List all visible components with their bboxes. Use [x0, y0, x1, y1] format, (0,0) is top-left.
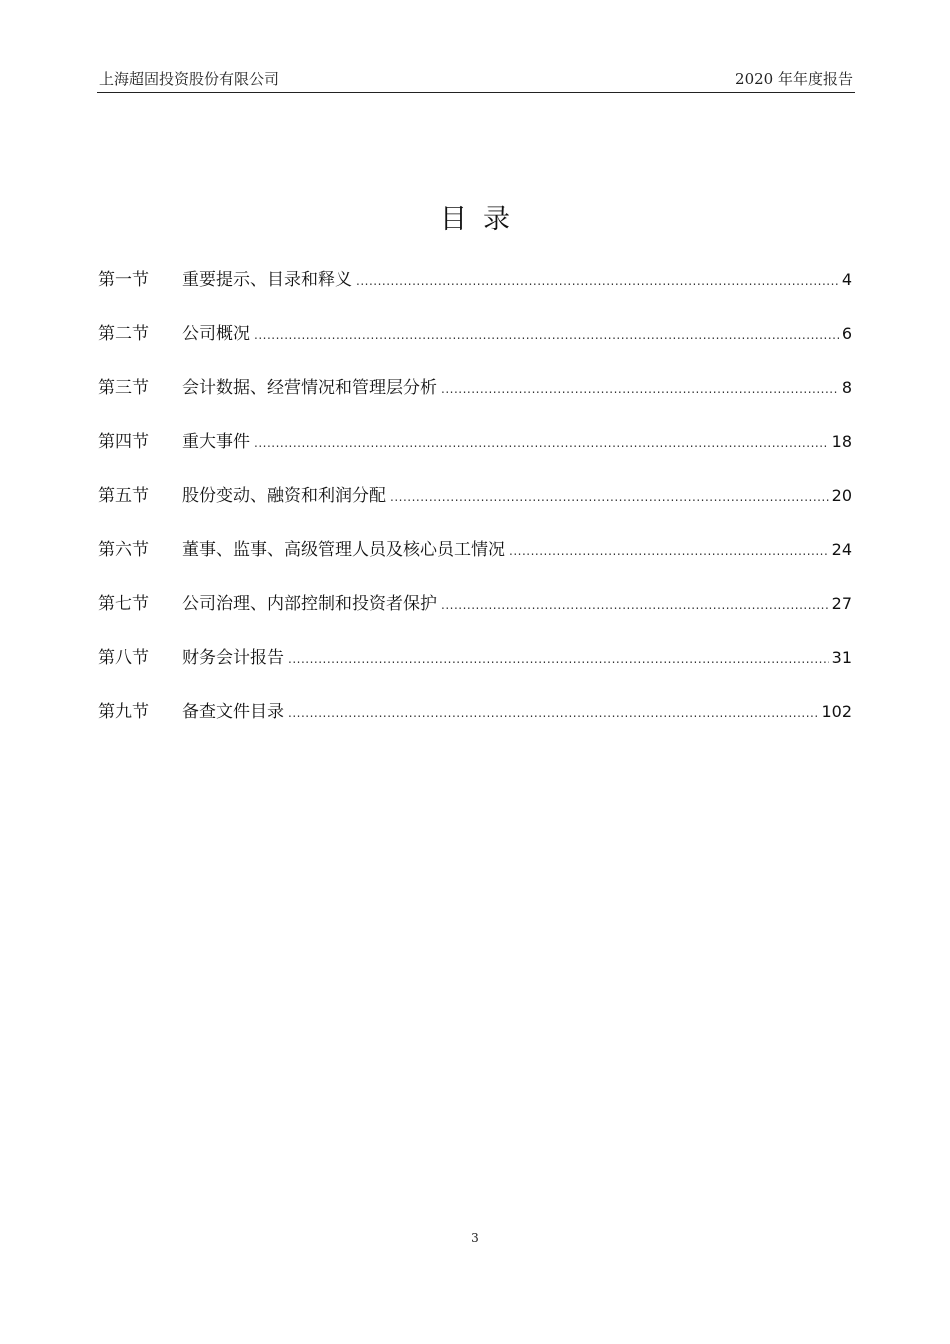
- toc-dot-leader: [441, 374, 839, 404]
- toc-section-title: 重要提示、目录和释义: [182, 270, 352, 290]
- toc-entry[interactable]: [98, 589, 852, 643]
- toc-page-number: 18: [831, 432, 852, 451]
- toc-dot-leader: [509, 536, 829, 566]
- toc-section-title: 股份变动、融资和利润分配: [182, 486, 386, 506]
- toc-section-number: 第一节: [98, 270, 149, 290]
- page-header: [97, 64, 855, 93]
- table-of-contents: [98, 265, 852, 751]
- header-company-name: 上海超固投资股份有限公司: [99, 70, 280, 88]
- toc-section-title: 公司治理、内部控制和投资者保护: [182, 594, 437, 614]
- toc-title: 目录: [440, 204, 526, 235]
- toc-section-number: 第二节: [98, 324, 149, 344]
- toc-entry[interactable]: [98, 697, 852, 751]
- toc-section-number: 第八节: [98, 648, 149, 668]
- page-number: 3: [471, 1231, 479, 1245]
- toc-page-number: 8: [841, 378, 852, 397]
- toc-entry[interactable]: [98, 427, 852, 481]
- toc-entry[interactable]: [98, 643, 852, 697]
- toc-page-number: 6: [841, 324, 852, 343]
- toc-dot-leader: [356, 266, 839, 296]
- toc-section-title: 会计数据、经营情况和管理层分析: [182, 378, 437, 398]
- toc-section-title: 财务会计报告: [182, 648, 284, 668]
- toc-dot-leader: [288, 698, 818, 728]
- toc-entry[interactable]: [98, 535, 852, 589]
- toc-page-number: 102: [821, 702, 852, 721]
- header-report-title: 2020 年年度报告: [735, 70, 853, 88]
- toc-page-number: 24: [831, 540, 852, 559]
- toc-section-number: 第五节: [98, 486, 149, 506]
- toc-section-number: 第七节: [98, 594, 149, 614]
- toc-dot-leader: [441, 590, 829, 620]
- toc-entry[interactable]: [98, 481, 852, 535]
- toc-section-number: 第四节: [98, 432, 149, 452]
- toc-page-number: 20: [831, 486, 852, 505]
- toc-section-title: 备查文件目录: [182, 702, 284, 722]
- toc-dot-leader: [288, 644, 829, 674]
- toc-section-title: 重大事件: [182, 432, 250, 452]
- toc-page-number: 27: [831, 594, 852, 613]
- toc-entry[interactable]: [98, 373, 852, 427]
- toc-dot-leader: [254, 428, 829, 458]
- toc-entry[interactable]: [98, 319, 852, 373]
- toc-section-title: 公司概况: [182, 324, 250, 344]
- toc-entry[interactable]: [98, 265, 852, 319]
- toc-dot-leader: [254, 320, 839, 350]
- toc-section-title: 董事、监事、高级管理人员及核心员工情况: [182, 540, 505, 560]
- toc-section-number: 第九节: [98, 702, 149, 722]
- toc-section-number: 第六节: [98, 540, 149, 560]
- toc-section-number: 第三节: [98, 378, 149, 398]
- toc-dot-leader: [390, 482, 829, 512]
- toc-page-number: 4: [841, 270, 852, 289]
- toc-page-number: 31: [831, 648, 852, 667]
